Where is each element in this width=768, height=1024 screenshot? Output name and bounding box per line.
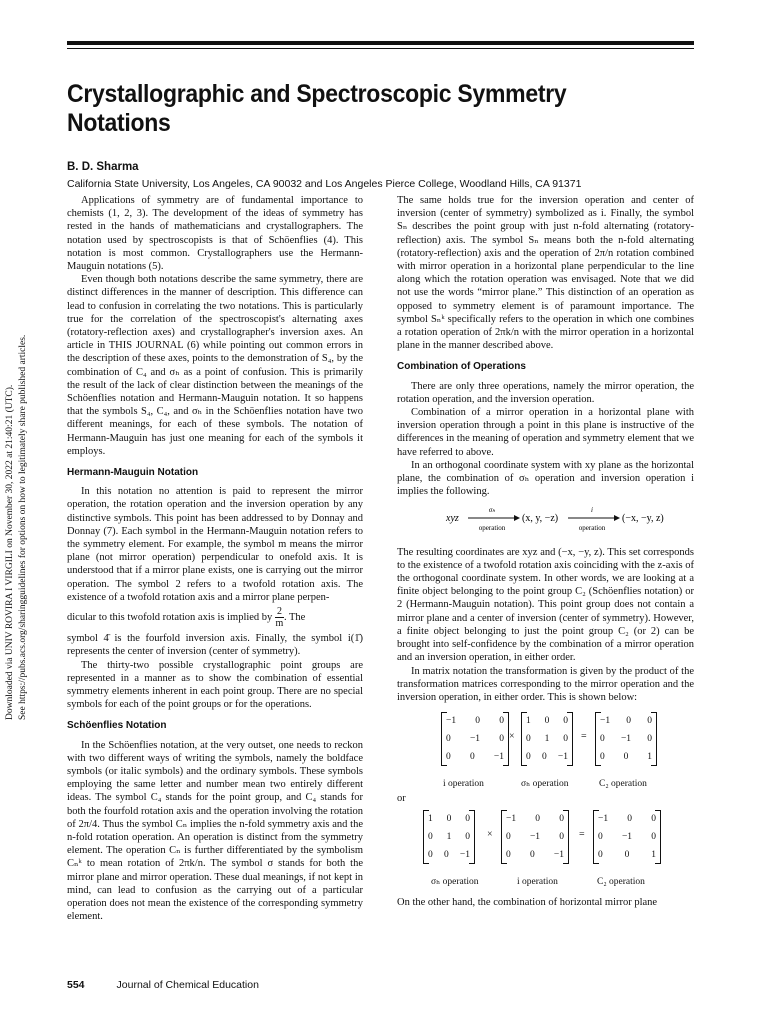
section-heading: Combination of Operations [397, 361, 526, 373]
matrix-label: σₕ operation [431, 877, 479, 888]
matrix-cell: 0 [563, 734, 568, 745]
matrix-cell: 1 [647, 752, 652, 763]
arrow-1-head [514, 515, 520, 521]
matrix-sigma-h-operation [521, 712, 573, 766]
matrix-cell: 0 [624, 850, 630, 861]
equals-sign: = [581, 731, 587, 743]
matrix-cell: −1 [598, 814, 609, 825]
paragraph: Combination of a mirror operation in a horizontal plane with inversion operation through a point in this plane is instructive of the differences in the meaning of operation and symmetry element that we have referred to above. [397, 407, 694, 458]
article-author: B. D. Sharma [67, 161, 139, 173]
paragraph: There are only three operations, namely the mirror operation, the rotation operation, and the inversion operation. [397, 380, 694, 405]
matrix-row [428, 810, 470, 828]
article-title: Crystallographic and Spectroscopic Symmetry Notations [67, 80, 567, 137]
matrix-cell: 0 [465, 814, 470, 825]
matrix-row [598, 846, 656, 864]
matrix-cell: 0 [563, 716, 568, 727]
coordinate-transformation [397, 504, 694, 539]
matrix-cell: 1 [446, 832, 452, 843]
paragraph: On the other hand, the combination of horizontal mirror plane [397, 897, 658, 909]
matrix-row [600, 748, 652, 766]
paragraph: The resulting coordinates are xyz and (−x, −y, z). This set corresponds to the existence of a twofold rotation axis coinciding with the z-axis of the orthogonal coordinate system. In other words, we are looking at a finite object belonging to the point group C₂ (Schöenflies notation) or 2 (Hermann-Mauguin notation). This point group does not contain a mirror plane and a center of inversion (center of symmetry). However, a finite object belonging to just the point group C₂ (or 2) can be brought into self-confidence by the combination of a mirror operation and an inversion operation, in either order. [397, 546, 694, 664]
times-sign: × [487, 829, 493, 841]
arrow-1-top: σₕ [488, 506, 495, 515]
matrix-i-operation [501, 810, 569, 864]
matrix-label: C₂ operation [597, 877, 645, 888]
matrix-cell: −1 [459, 850, 470, 861]
matrix-cell: −1 [557, 752, 568, 763]
sidebar-line-2: See https://pubs.acs.org/sharingguidelines for options on how to legitimately share published articles. [18, 334, 28, 720]
matrix-cell: −1 [529, 832, 541, 843]
article-affiliation: California State University, Los Angeles, CA 90032 and Los Angeles Pierce College, Woodland Hills, CA 91371 [67, 178, 582, 190]
arrow-1-bottom: operation [478, 524, 505, 533]
page-footer [67, 979, 259, 991]
matrix-cell: −1 [600, 716, 611, 727]
matrix-cell: 0 [647, 716, 652, 727]
eq-middle: (x, y, −z) [521, 513, 558, 525]
matrix-cell: −1 [446, 716, 457, 727]
matrix-cell: 0 [526, 734, 531, 745]
matrix-cell: 0 [446, 814, 452, 825]
matrix-cell: 0 [627, 814, 633, 825]
paragraph: Even though both notations describe the same symmetry, there are distinct differences in the manner of description. This difference can lead to confusion in correlating the two notations. This is particularly true for the correlation of the spectroscopist's alternating axes (rotatory-reflection axes) and crystallographer's inversion axes. An article in THIS JOURNAL (6) while pointing out common errors in the description of these axes, points to the demonstration of S₄, by the combination of C₄ and σₕ as a point of confusion. This is primarily the result of the lack of clear distinction between the meanings of the Schöenflies notation and Hermann-Mauguin notation. It so happens that the symbols S₄, C₄, and σₕ in the Schöenflies notation have two different meanings, for each of these symbols. The notation of Hermann-Mauguin has just one meaning for each of the symbols it employs. [67, 274, 363, 457]
matrix-cell: 0 [443, 850, 449, 861]
matrix-row [446, 712, 504, 730]
matrix-cell: 0 [559, 814, 564, 825]
matrix-cell: 0 [506, 850, 511, 861]
section-heading: Hermann-Mauguin Notation [67, 467, 199, 479]
fraction-2-over-m [275, 606, 284, 629]
arrow-2-head [614, 515, 620, 521]
matrix-cell: −1 [469, 734, 481, 745]
paragraph-fraction-line [67, 606, 363, 629]
matrix-cell: 0 [598, 832, 603, 843]
fraction-numerator: 2 [276, 606, 282, 618]
fraction-denominator: m [275, 618, 284, 630]
matrix-cell: 0 [626, 716, 632, 727]
left-column [67, 194, 363, 923]
or-text: or [397, 793, 406, 805]
journal-name: Journal of Chemical Education [116, 979, 259, 991]
paragraph: symbol 4̄ is the fourfold inversion axis. Finally, the symbol i(1̄) represents the center of inversion (center of symmetry). [67, 633, 363, 658]
matrix-cell: 0 [506, 832, 511, 843]
matrix-label: C₂ operation [599, 779, 647, 790]
text-fragment: . The [283, 612, 306, 623]
matrix-cell: 0 [465, 832, 470, 843]
top-rule-thick [67, 41, 694, 45]
matrix-cell: −1 [493, 752, 504, 763]
matrix-row [446, 748, 504, 766]
matrix-cell: 1 [651, 850, 656, 861]
eq-end: (−x, −y, z) [621, 513, 664, 525]
matrix-label: i operation [443, 779, 484, 790]
matrix-i-operation [441, 712, 509, 766]
matrix-row [506, 846, 564, 864]
page-number: 554 [67, 979, 85, 991]
matrix-cell: 0 [428, 850, 433, 861]
matrix-row [600, 712, 652, 730]
sidebar-line-1: Downloaded via UNIV ROVIRA I VIRGILI on November 30, 2022 at 21:40:21 (UTC). [5, 384, 15, 720]
matrix-cell: 0 [623, 752, 629, 763]
paragraph: In the Schöenflies notation, at the very outset, one needs to reckon with two different ways of writing the symbols, namely the boldface symbols (or italic symbols) and the ordinary symbols. These symbols employing the same letter and number mean two entirely different ideas. The symbol C₄ stands for the point group, and C₄ stands for both the fourfold rotation axis and the operation involving the rotation of 2π/4. Thus the symbol Cₙ implies the n-fold symmetry axis and the n-fold rotation operation. An operation is distinct from the symmetry element. The operation Cₙ is further differentiated by the symbolism Cₙᵏ to mean rotation of 2πk/n. The symbol σ stands for both the mirror plane and mirror operation. These dual meanings, if not kept in mind, can lead to confusion as the carrying out of a particular operation does not mean the existence of the corresponding symmetry element. [67, 739, 363, 923]
paragraph: In an orthogonal coordinate system with xy plane as the horizontal plane, the combination of σₕ operation and inversion operation i implies the following. [397, 459, 694, 498]
eq-start: xyz [445, 513, 459, 525]
matrix-cell: 0 [647, 734, 652, 745]
top-rule-thin [67, 48, 694, 49]
paragraph: In this notation no attention is paid to represent the mirror operation, the rotation operation and the inversion operation by any distinctive symbols. This point has been addressed to by Donnay and Donnay (7). Each symbol in the Hermann-Mauguin notation refers to the symmetry element. For example, the symbol m means the mirror plane (not mirror operation) perpendicular to onefold axis. It is understood that if a mirror plane exists, one is carrying out the mirror operation. The symbol 2 refers to a twofold rotation axis. The existence of a twofold rotation axis and a mirror plane perpen- [67, 486, 363, 603]
matrix-row [526, 748, 568, 766]
matrix-c2-operation [593, 810, 661, 864]
matrix-row [506, 828, 564, 846]
matrix-cell: 0 [598, 850, 603, 861]
matrix-cell: 1 [544, 734, 550, 745]
matrix-cell: 0 [651, 814, 656, 825]
matrix-label: σₕ operation [521, 779, 569, 790]
text-fragment: dicular to this twofold rotation axis is implied by [67, 612, 273, 623]
matrix-row [526, 712, 568, 730]
matrix-cell: −1 [553, 850, 564, 861]
download-sidebar [1, 334, 31, 720]
matrix-row [506, 810, 564, 828]
matrix-cell: 1 [526, 716, 531, 727]
matrix-row [600, 730, 652, 748]
matrix-cell: 0 [469, 752, 475, 763]
matrix-cell: 0 [529, 850, 535, 861]
matrix-cell: 0 [475, 716, 481, 727]
matrix-cell: 0 [499, 716, 504, 727]
matrix-cell: 0 [600, 734, 605, 745]
matrix-cell: −1 [621, 832, 633, 843]
matrix-c2-operation [595, 712, 657, 766]
matrix-cell: −1 [620, 734, 632, 745]
matrix-product-1 [397, 708, 694, 805]
matrix-row [598, 828, 656, 846]
matrix-cell: 0 [541, 752, 547, 763]
matrix-row [598, 810, 656, 828]
matrix-cell: 0 [600, 752, 605, 763]
arrow-2-top: i [590, 506, 593, 515]
matrix-cell: 0 [535, 814, 541, 825]
arrow-2-bottom: operation [578, 524, 605, 533]
paragraph: In matrix notation the transformation is given by the product of the transformation matrices corresponding to the mirror operation and the inversion operation, in either order. This is shown below: [397, 665, 694, 703]
matrix-cell: 0 [544, 716, 550, 727]
matrix-cell: −1 [506, 814, 517, 825]
matrix-cell: 0 [526, 752, 531, 763]
paragraph: Applications of symmetry are of fundamental importance to chemists (1, 2, 3). The development of the ideas of symmetry has rested in the hands of mathematicians and crystallographers. The notation used by spectroscopists is that of Schöenflies (4). This notation is most common. Crystallographers use the Hermann-Mauguin notations (5). [67, 195, 363, 273]
section-heading: Schöenflies Notation [67, 720, 167, 732]
matrix-sigma-h-operation [423, 810, 475, 864]
matrix-cell: 0 [651, 832, 656, 843]
matrix-label: i operation [517, 877, 558, 888]
matrix-row [446, 730, 504, 748]
times-sign: × [509, 731, 515, 743]
matrix-cell: 1 [428, 814, 433, 825]
right-column [397, 194, 694, 909]
matrix-row [428, 846, 470, 864]
paragraph: The thirty-two possible crystallographic point groups are represented in a manner as to show the combination of essential symmetry elements inherent in each point group. There are no special symbols for each of the point groups or for the operations. [67, 659, 363, 711]
matrix-row [428, 828, 470, 846]
matrix-cell: 0 [446, 734, 451, 745]
paragraph: The same holds true for the inversion operation and center of inversion (center of symmetry) symbolized as i. Finally, the symbol Sₙ describes the point group with just n-fold alternating (rotatory-reflection) axis. The symbol Sₙ means both the n-fold alternating (rotatory-reflection) axis and the operation of 2π/n rotation combined with mirror operation in a horizontal plane perpendicular to the line along which the rotation operation was envisaged. Note that we did not use the words “mirror plane.” This distinction of an operation as opposed to symmetry element is of paramount importance. The symbol Sₙᵏ specifically refers to the operation in which one combines a rotation operation of 2πk/n with the mirror operation in a horizontal plane in the manner described above. [397, 195, 694, 352]
equals-sign: = [579, 829, 585, 841]
transformation-diagram [416, 504, 676, 534]
matrix-cell: 0 [499, 734, 504, 745]
matrix-cell: 0 [559, 832, 564, 843]
matrix-row [526, 730, 568, 748]
matrix-cell: 0 [446, 752, 451, 763]
matrix-cell: 0 [428, 832, 433, 843]
matrix-product-2 [397, 808, 694, 894]
